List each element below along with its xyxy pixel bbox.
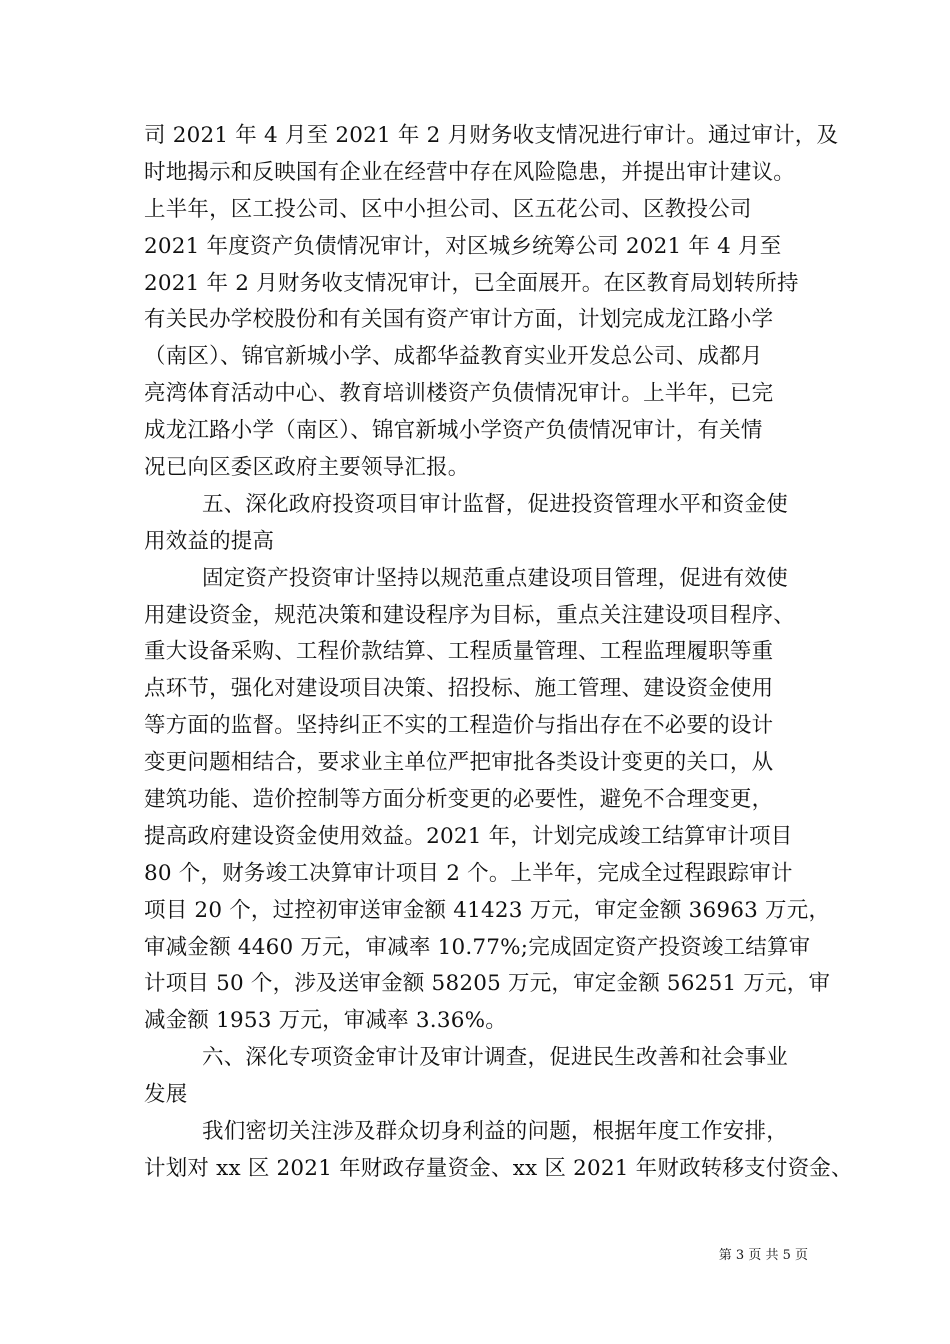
text-line: 我们密切关注涉及群众切身利益的问题，根据年度工作安排， (202, 1119, 788, 1145)
text-line: 六、深化专项资金审计及审计调查，促进民生改善和社会事业 (202, 1045, 788, 1071)
text-line: 司 2021 年 4 月至 2021 年 2 月财务收支情况进行审计。通过审计，及 (144, 123, 839, 148)
text-line: 固定资产投资审计坚持以规范重点建设项目管理，促进有效使 (202, 565, 788, 591)
page-number-footer: 第 3 页 共 5 页 (718, 1248, 808, 1263)
text-line: 提高政府建设资金使用效益。2021 年，计划完成竣工结算审计项目 (144, 823, 793, 849)
text-line: 五、深化政府投资项目审计监督，促进投资管理水平和资金使 (202, 491, 788, 517)
text-line: 建筑功能、造价控制等方面分析变更的必要性，避免不合理变更， (144, 787, 774, 813)
text-line: （南区）、锦官新城小学、成都华益教育实业开发总公司、成都月 (144, 344, 763, 370)
text-line: 等方面的监督。坚持纠正不实的工程造价与指出存在不必要的设计 (144, 713, 774, 739)
text-line: 审减金额 4460 万元，审减率 10.77%;完成固定资产投资竣工结算审 (144, 934, 811, 960)
text-line: 减金额 1953 万元，审减率 3.36%。 (144, 1008, 507, 1034)
text-line: 上半年，区工投公司、区中小担公司、区五花公司、区教投公司 (144, 196, 752, 222)
text-line: 计项目 50 个，涉及送审金额 58205 万元，审定金额 56251 万元，审 (144, 971, 831, 997)
text-line: 用效益的提高 (144, 528, 275, 554)
text-line: 发展 (144, 1082, 188, 1108)
text-line: 计划对 xx 区 2021 年财政存量资金、xx 区 2021 年财政转移支付资金、 (144, 1155, 853, 1181)
text-line: 成龙江路小学（南区）、锦官新城小学资产负债情况审计，有关情 (144, 418, 763, 444)
text-line: 80 个，财务竣工决算审计项目 2 个。上半年，完成全过程跟踪审计 (144, 860, 793, 886)
text-line: 项目 20 个，过控初审送审金额 41423 万元，审定金额 36963 万元， (144, 897, 831, 923)
text-line: 亮湾体育活动中心、教育培训楼资产负债情况审计。上半年，已完 (144, 381, 774, 407)
text-line: 变更问题相结合，要求业主单位严把审批各类设计变更的关口，从 (144, 750, 774, 776)
text-line: 有关民办学校股份和有关国有资产审计方面，计划完成龙江路小学 (144, 307, 774, 333)
text-line: 用建设资金，规范决策和建设程序为目标，重点关注建设项目程序、 (144, 602, 796, 628)
text-line: 2021 年度资产负债情况审计，对区城乡统筹公司 2021 年 4 月至 (144, 233, 782, 259)
text-line: 时地揭示和反映国有企业在经营中存在风险隐患，并提出审计建议。 (144, 159, 796, 185)
text-line: 况已向区委区政府主要领导汇报。 (144, 455, 470, 481)
document-body (144, 118, 853, 1188)
text-line: 点环节，强化对建设项目决策、招投标、施工管理、建设资金使用 (144, 676, 774, 702)
text-line: 重大设备采购、工程价款结算、工程质量管理、工程监理履职等重 (144, 639, 774, 665)
text-line: 2021 年 2 月财务收支情况审计，已全面展开。在区教育局划转所持 (144, 270, 799, 296)
